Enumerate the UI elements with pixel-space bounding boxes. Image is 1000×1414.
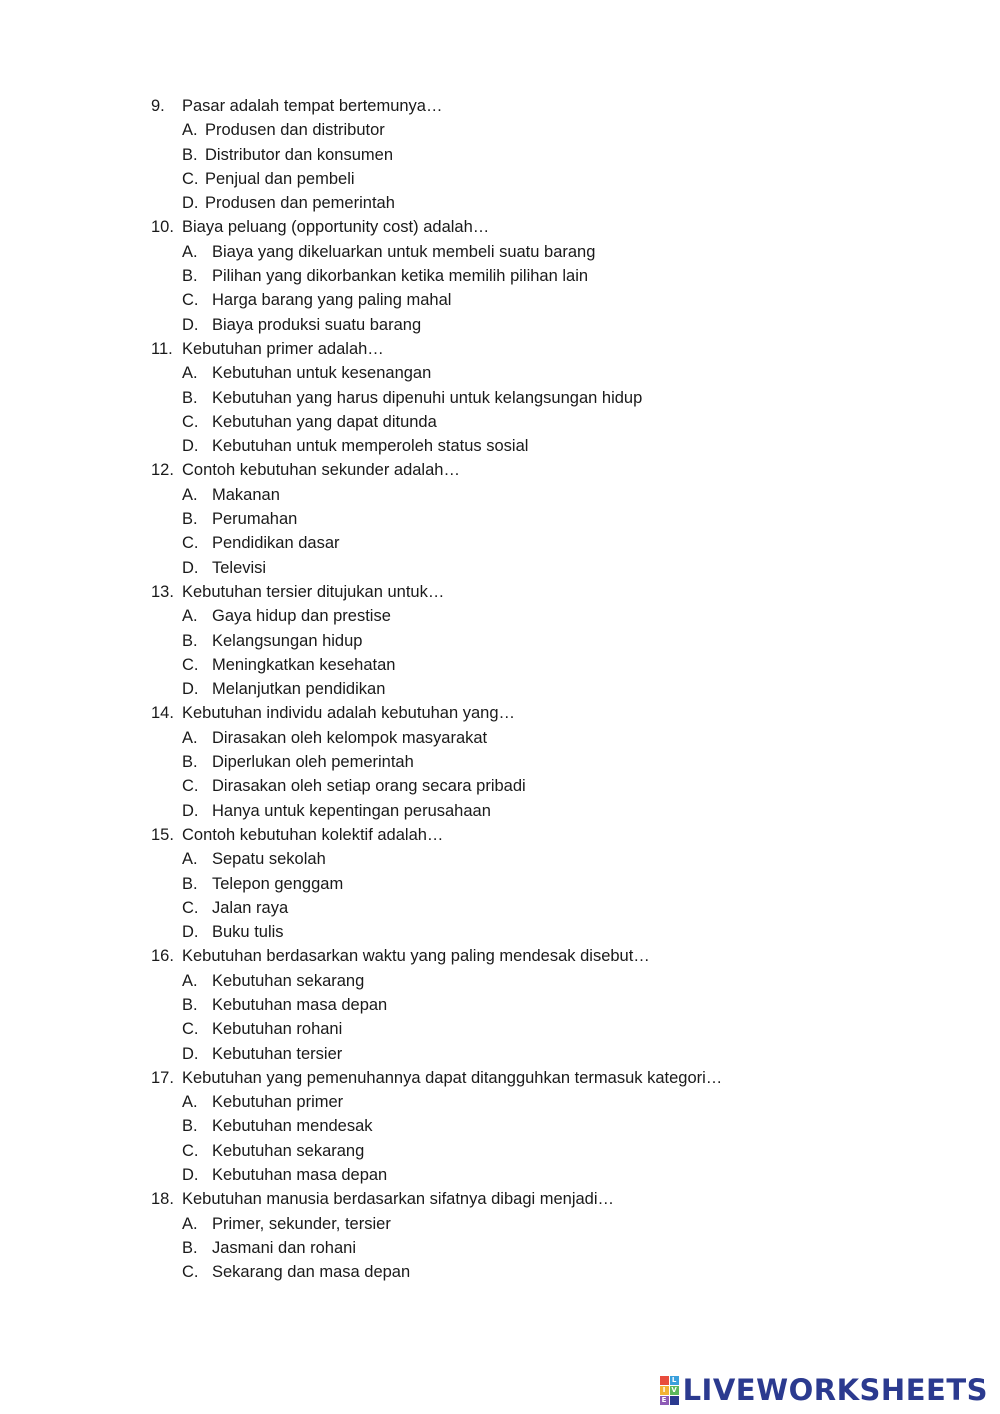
option-text: Diperlukan oleh pemerintah — [212, 753, 414, 772]
option-text: Kebutuhan untuk memperoleh status sosial — [212, 437, 529, 456]
logo-cell — [670, 1396, 679, 1405]
option-letter: D. — [182, 680, 199, 699]
question-item — [0, 337, 1000, 458]
answer-option[interactable] — [0, 483, 1000, 507]
question-number: 15. — [151, 825, 174, 844]
answer-option[interactable] — [0, 410, 1000, 434]
question-item — [0, 94, 1000, 215]
option-letter: A. — [182, 728, 198, 747]
option-letter: D. — [182, 315, 199, 334]
option-letter: A. — [182, 1214, 198, 1233]
logo-cell-letter: V — [671, 1385, 677, 1394]
option-text: Harga barang yang paling mahal — [212, 291, 452, 310]
answer-option[interactable] — [0, 1114, 1000, 1138]
answer-option[interactable] — [0, 969, 1000, 993]
option-text: Jalan raya — [212, 898, 289, 917]
question-number: 9. — [151, 97, 165, 115]
option-text: Hanya untuk kepentingan perusahaan — [212, 801, 491, 820]
option-text: Primer, sekunder, tersier — [212, 1214, 391, 1233]
answer-option[interactable] — [0, 361, 1000, 385]
answer-option[interactable] — [0, 386, 1000, 410]
answer-option[interactable] — [0, 434, 1000, 458]
option-text: Sekarang dan masa depan — [212, 1263, 411, 1282]
option-text: Kelangsungan hidup — [212, 631, 363, 650]
option-letter: C. — [182, 1020, 199, 1039]
option-letter: C. — [182, 898, 199, 917]
question-line — [0, 580, 1000, 604]
question-item — [0, 701, 1000, 822]
option-letter: B. — [182, 1117, 198, 1136]
option-letter: A. — [182, 242, 198, 261]
answer-option[interactable] — [0, 920, 1000, 944]
question-item — [0, 215, 1000, 336]
question-number: 13. — [151, 582, 174, 601]
answer-option[interactable] — [0, 993, 1000, 1017]
question-line — [0, 701, 1000, 725]
option-text: Kebutuhan masa depan — [212, 995, 388, 1014]
question-text: Contoh kebutuhan kolektif adalah… — [182, 825, 444, 844]
answer-option[interactable] — [0, 556, 1000, 580]
answer-option[interactable] — [0, 143, 1000, 167]
option-text: Televisi — [212, 558, 267, 577]
question-line — [0, 337, 1000, 361]
question-text: Kebutuhan manusia berdasarkan sifatnya dibagi menjadi… — [182, 1190, 615, 1209]
answer-option[interactable] — [0, 1090, 1000, 1114]
option-text: Kebutuhan sekarang — [212, 1141, 365, 1160]
option-text: Biaya produksi suatu barang — [212, 315, 422, 334]
option-letter: C. — [182, 534, 199, 553]
option-letter: A. — [182, 607, 198, 626]
answer-option[interactable] — [0, 677, 1000, 701]
question-item — [0, 823, 1000, 944]
option-text: Gaya hidup dan prestise — [212, 607, 391, 626]
option-letter: A. — [182, 1093, 198, 1112]
question-number: 17. — [151, 1068, 174, 1087]
question-text: Pasar adalah tempat bertemunya… — [182, 97, 443, 115]
question-text: Kebutuhan individu adalah kebutuhan yang… — [182, 704, 516, 723]
option-letter: B. — [182, 510, 198, 529]
question-number: 18. — [151, 1190, 174, 1209]
option-text: Pendidikan dasar — [212, 534, 340, 553]
question-text: Kebutuhan primer adalah… — [182, 339, 384, 358]
option-letter: C. — [182, 1141, 199, 1160]
logo-mark-icon — [660, 1376, 679, 1405]
option-text: Dirasakan oleh setiap orang secara pribadi — [212, 777, 526, 796]
option-text: Dirasakan oleh kelompok masyarakat — [212, 728, 488, 747]
option-letter: D. — [182, 923, 199, 942]
option-text: Produsen dan pemerintah — [205, 194, 395, 213]
option-letter: C. — [182, 291, 199, 310]
option-text: Sepatu sekolah — [212, 850, 326, 869]
question-line — [0, 1187, 1000, 1211]
answer-option[interactable] — [0, 118, 1000, 142]
answer-option[interactable] — [0, 750, 1000, 774]
option-letter: B. — [182, 753, 198, 772]
question-line — [0, 1066, 1000, 1090]
option-letter: B. — [182, 267, 198, 286]
option-letter: B. — [182, 388, 198, 407]
answer-option[interactable] — [0, 896, 1000, 920]
option-text: Kebutuhan rohani — [212, 1020, 343, 1039]
logo-cell — [660, 1376, 669, 1385]
option-letter: C. — [182, 777, 199, 796]
liveworksheets-logo[interactable] — [660, 1374, 988, 1406]
question-item — [0, 580, 1000, 701]
logo-cell-letter: E — [660, 1396, 669, 1405]
answer-option[interactable] — [0, 653, 1000, 677]
option-text: Biaya yang dikeluarkan untuk membeli suatu barang — [212, 242, 596, 261]
logo-cell-letter: I — [660, 1386, 669, 1395]
question-number: 12. — [151, 461, 174, 480]
option-letter: B. — [182, 145, 198, 164]
answer-option[interactable] — [0, 629, 1000, 653]
answer-option[interactable] — [0, 240, 1000, 264]
answer-option[interactable] — [0, 1236, 1000, 1260]
option-letter: B. — [182, 1238, 198, 1257]
answer-option[interactable] — [0, 191, 1000, 215]
answer-option[interactable] — [0, 872, 1000, 896]
option-letter: A. — [182, 485, 198, 504]
question-line — [0, 944, 1000, 968]
question-number: 11. — [151, 339, 173, 358]
question-line — [0, 94, 1000, 118]
option-letter: D. — [182, 1166, 199, 1185]
option-text: Melanjutkan pendidikan — [212, 680, 386, 699]
answer-option[interactable] — [0, 1042, 1000, 1066]
option-text: Kebutuhan yang harus dipenuhi untuk kelangsungan hidup — [212, 388, 643, 407]
option-text: Kebutuhan primer — [212, 1093, 344, 1112]
answer-option[interactable] — [0, 1212, 1000, 1236]
question-text: Kebutuhan tersier ditujukan untuk… — [182, 582, 445, 601]
question-item — [0, 1066, 1000, 1187]
option-text: Perumahan — [212, 510, 298, 529]
option-letter: B. — [182, 874, 198, 893]
option-text: Pilihan yang dikorbankan ketika memilih pilihan lain — [212, 267, 589, 286]
question-text: Contoh kebutuhan sekunder adalah… — [182, 461, 460, 480]
answer-option[interactable] — [0, 604, 1000, 628]
option-text: Penjual dan pembeli — [205, 169, 355, 188]
answer-option[interactable] — [0, 847, 1000, 871]
option-letter: C. — [182, 655, 199, 674]
option-text: Kebutuhan yang dapat ditunda — [212, 412, 437, 431]
option-letter: D. — [182, 437, 199, 456]
brand-name: LIVEWORKSHEETS — [682, 1373, 988, 1407]
answer-option[interactable] — [0, 313, 1000, 337]
option-letter: D. — [182, 194, 199, 213]
option-letter: D. — [182, 801, 199, 820]
option-text: Buku tulis — [212, 923, 284, 942]
answer-option[interactable] — [0, 726, 1000, 750]
worksheet — [0, 94, 1000, 1285]
option-letter: C. — [182, 1263, 199, 1282]
option-text: Kebutuhan tersier — [212, 1044, 343, 1063]
option-text: Kebutuhan untuk kesenangan — [212, 364, 432, 383]
answer-option[interactable] — [0, 507, 1000, 531]
question-line — [0, 215, 1000, 239]
option-letter: C. — [182, 412, 199, 431]
answer-option[interactable] — [0, 799, 1000, 823]
question-text: Kebutuhan berdasarkan waktu yang paling mendesak disebut… — [182, 947, 650, 966]
answer-option[interactable] — [0, 774, 1000, 798]
answer-option[interactable] — [0, 264, 1000, 288]
option-text: Produsen dan distributor — [205, 121, 385, 140]
option-text: Kebutuhan sekarang — [212, 971, 365, 990]
option-letter: C. — [182, 169, 199, 188]
answer-option[interactable] — [0, 167, 1000, 191]
answer-option[interactable] — [0, 1017, 1000, 1041]
option-text: Meningkatkan kesehatan — [212, 655, 396, 674]
option-letter: A. — [182, 850, 198, 869]
option-letter: A. — [182, 971, 198, 990]
answer-option[interactable] — [0, 288, 1000, 312]
option-text: Kebutuhan mendesak — [212, 1117, 373, 1136]
option-letter: B. — [182, 631, 198, 650]
question-line — [0, 458, 1000, 482]
question-item — [0, 458, 1000, 579]
question-line — [0, 823, 1000, 847]
option-letter: A. — [182, 121, 198, 140]
answer-option[interactable] — [0, 1163, 1000, 1187]
question-text: Biaya peluang (opportunity cost) adalah… — [182, 218, 490, 237]
answer-option[interactable] — [0, 531, 1000, 555]
question-number: 10. — [151, 218, 174, 237]
option-text: Kebutuhan masa depan — [212, 1166, 388, 1185]
option-letter: D. — [182, 558, 199, 577]
option-letter: D. — [182, 1044, 199, 1063]
answer-option[interactable] — [0, 1260, 1000, 1284]
question-text: Kebutuhan yang pemenuhannya dapat ditangguhkan termasuk kategori… — [182, 1068, 723, 1087]
option-text: Jasmani dan rohani — [212, 1238, 357, 1257]
question-item — [0, 944, 1000, 1065]
logo-cell-letter: L — [670, 1376, 679, 1385]
question-number: 16. — [151, 947, 174, 966]
option-letter: B. — [182, 995, 198, 1014]
question-number: 14. — [151, 704, 174, 723]
question-item — [0, 1187, 1000, 1284]
option-text: Makanan — [212, 485, 280, 504]
option-text: Distributor dan konsumen — [205, 145, 394, 164]
answer-option[interactable] — [0, 1139, 1000, 1163]
option-letter: A. — [182, 364, 198, 383]
option-text: Telepon genggam — [212, 874, 344, 893]
